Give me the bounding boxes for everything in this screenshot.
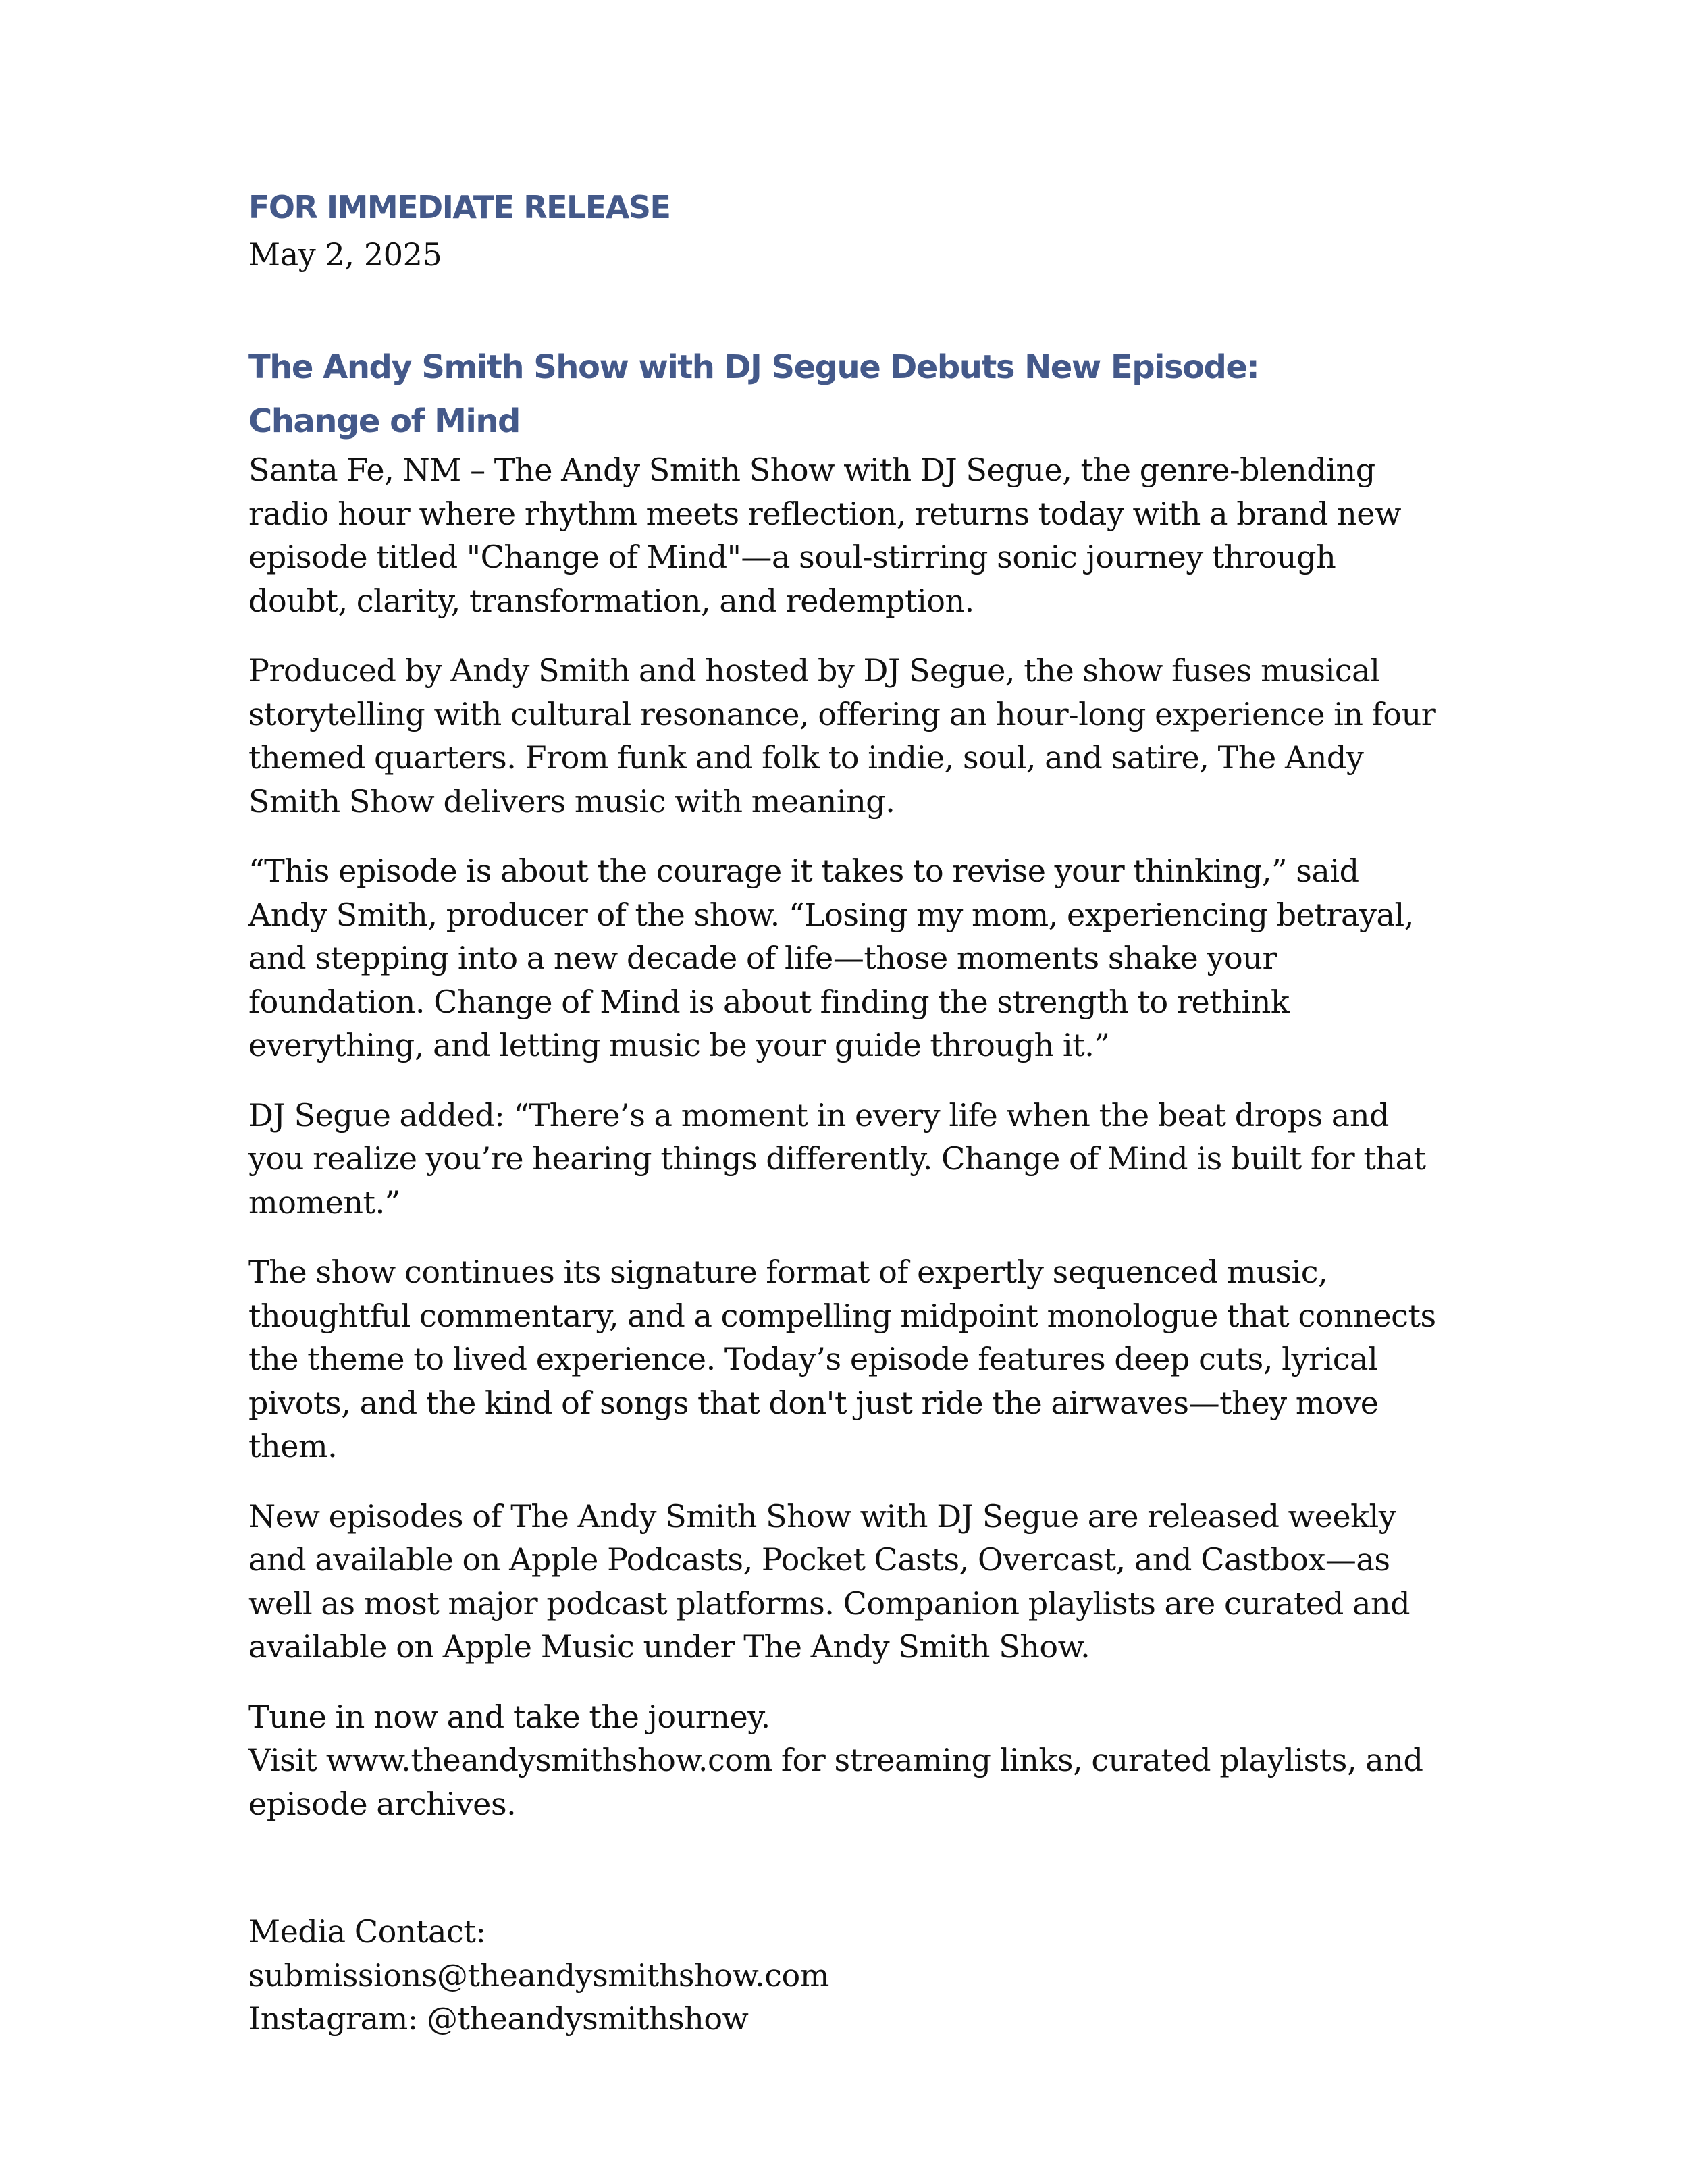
media-contact-label: Media Contact: (248, 1913, 486, 1950)
paragraph-intro: Santa Fe, NM – The Andy Smith Show with DJ Segue, the genre-blending radio hour where rhythm meets reflection, returns today with a brand new episode titled "Change of Mind"—a soul-stirring sonic journey through doubt, clarity, transformation, and redemption. (248, 452, 1402, 619)
visit-line: Visit www.theandysmithshow.com for streaming links, curated playlists, and episode archives. (248, 1742, 1423, 1822)
paragraph-production: Produced by Andy Smith and hosted by DJ Segue, the show fuses musical storytelling with cultural resonance, offering an hour-long experience in four themed quarters. From funk and folk to indie, soul, and satire, The Andy Smith Show delivers music with meaning. (248, 652, 1436, 820)
paragraph-dj-quote: DJ Segue added: “There’s a moment in every life when the beat drops and you realize you’re hearing things differently. Change of Mind is built for that moment.” (248, 1096, 1426, 1221)
contact-email: submissions@theandysmithshow.com (248, 1956, 829, 1994)
section-spacer (248, 1826, 1437, 1910)
release-label: FOR IMMEDIATE RELEASE (248, 189, 670, 225)
media-contact-block (248, 1910, 1437, 2041)
paragraph-format: The show continues its signature format of expertly sequenced music, thoughtful commentary, and a compelling midpoint monologue that connects the theme to lived experience. Today’s episode features deep cuts, lyrical pivots, and the kind of songs that don't just ride the airwaves—they move them. (248, 1254, 1436, 1464)
paragraph-andy-quote: “This episode is about the courage it takes to revise your thinking,” said Andy Smith, producer of the show. “Losing my mom, experiencing betrayal, and stepping into a new decade of life—those moments shake your foundation. Change of Mind is about finding the strength to rethink everything, and letting music be your guide through it.” (248, 853, 1414, 1063)
press-release-page (248, 182, 1437, 2067)
closing-block (248, 1695, 1437, 1826)
release-date: May 2, 2025 (248, 236, 442, 273)
press-release-body (248, 448, 1437, 2041)
contact-instagram: Instagram: @theandysmithshow (248, 2000, 749, 2037)
tune-in-line: Tune in now and take the journey. (248, 1698, 770, 1735)
headline: The Andy Smith Show with DJ Segue Debuts New Episode: Change of Mind (248, 348, 1259, 440)
paragraph-availability: New episodes of The Andy Smith Show with DJ Segue are released weekly and available on Apple Podcasts, Pocket Casts, Overcast, and Castbox—as well as most major podcast platforms. Companion playlists are curated and available on Apple Music under The Andy Smith Show. (248, 1497, 1410, 1665)
